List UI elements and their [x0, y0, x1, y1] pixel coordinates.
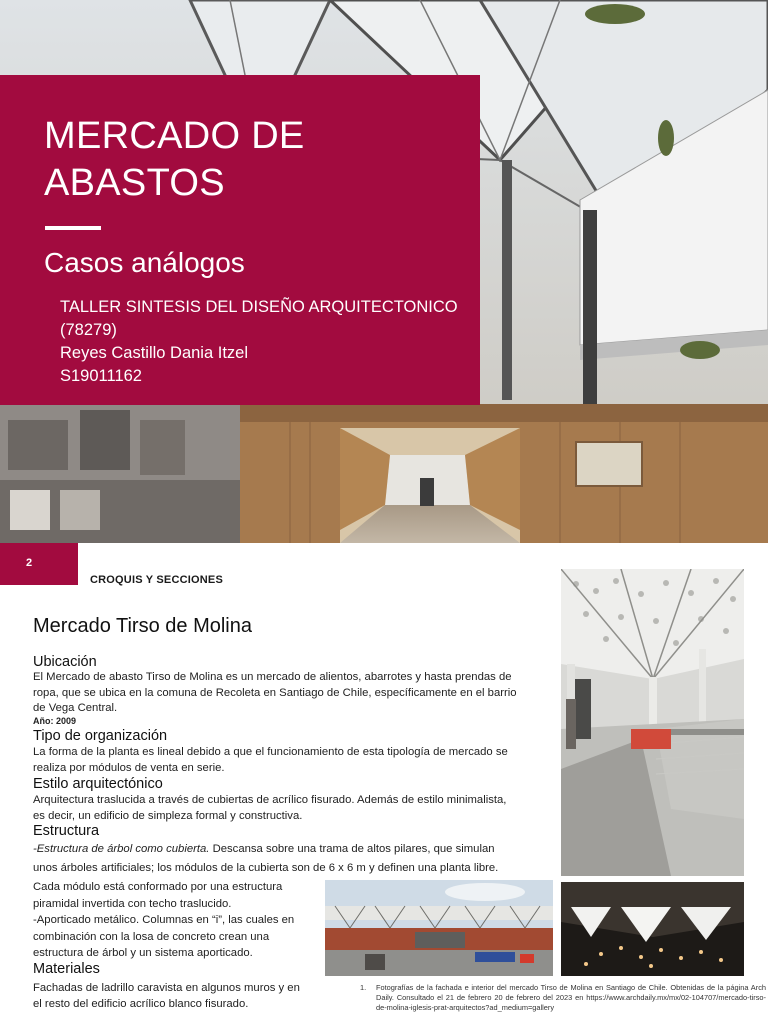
content-slide [0, 543, 768, 1024]
estructura-line-2: unos árboles artificiales; los módulos de la cubierta son de 6 x 6 m y definen una planta libre. [33, 862, 499, 874]
ubicacion-line-2: ropa, que se ubica en la comuna de Recoleta en Santiago de Chile, específicamente en el barrio [33, 686, 517, 699]
estructura-italic-phrase: -Estructura de árbol como cubierta. [33, 843, 210, 855]
case-title: Mercado Tirso de Molina [33, 615, 252, 637]
student-id: S19011162 [60, 367, 142, 385]
estructura-narrow-line-3: -Aporticado metálico. Columnas en “i”, las cuales en [33, 914, 295, 926]
footnote-number: 1. [360, 983, 367, 992]
materiales-text [33, 981, 300, 1012]
footnote-text: Fotografías de la fachada e interior del mercado Tirso de Molina en Santiago de Chile. Obtenidas de la página Arch Daily. Consultado el 21 de febrero 20 de febrero del 2023 en https://www.archdaily.mx/mx/02-104707/mercado-tirso-de-molina-iglesis-prat-arquitectos?ad_medium=gallery [376, 983, 766, 1012]
interior-canopy-photo [561, 569, 744, 876]
estructura-narrow-line-2: piramidal invertida con techo traslucido. [33, 897, 232, 910]
estructura-narrow-line-1: Cada módulo está conformado por una estructura [33, 881, 283, 893]
materiales-line-2: el resto del edificio acrílico blanco fisurado. [33, 997, 249, 1010]
market-facade-photo [325, 880, 553, 976]
page-number-badge: 2 [0, 543, 78, 585]
estructura-text-wide [33, 840, 498, 878]
estructura-line-1 [33, 840, 498, 859]
estructura-narrow-line-4: combinación con la losa de concreto crean una [33, 930, 270, 943]
ubicacion-line-3: de Vega Central. [33, 702, 118, 714]
heading-organizacion: Tipo de organización [33, 728, 168, 744]
course-code: (78279) [60, 321, 117, 339]
student-name: Reyes Castillo Dania Itzel [60, 344, 248, 362]
estructura-text-narrow [33, 879, 316, 962]
canopy-night-photo [561, 882, 744, 976]
title-line-2: ABASTOS [44, 162, 225, 204]
title-panel [0, 75, 480, 405]
estilo-line-2: es decir, un edificio de simpleza formal y constructiva. [33, 809, 303, 822]
heading-estilo: Estilo arquitectónico [33, 776, 163, 792]
estructura-narrow-line-5: estructura de árbol y un sistema aporticado. [33, 947, 253, 959]
heading-estructura: Estructura [33, 823, 100, 839]
organizacion-line-1: La forma de la planta es lineal debido a que el funcionamiento de esta tipología de mercado se [33, 746, 508, 758]
ubicacion-line-1: El Mercado de abasto Tirso de Molina es un mercado de alientos, abarrotes y hasta prendas de [33, 671, 512, 683]
title-divider [45, 226, 101, 230]
figure-footnote [360, 983, 766, 1013]
title-line-1: MERCADO DE [44, 115, 305, 157]
estilo-text [33, 793, 506, 824]
course-name: TALLER SINTESIS DEL DISEÑO ARQUITECTONICO [60, 298, 458, 316]
subtitle: Casos análogos [44, 247, 245, 278]
materiales-line-1: Fachadas de ladrillo caravista en algunos muros y en [33, 982, 300, 994]
organizacion-text [33, 745, 508, 776]
estructura-line-1-rest: Descansa sobre una trama de altos pilares, que simulan [209, 843, 495, 855]
year-label: Año: 2009 [33, 716, 77, 726]
heading-materiales: Materiales [33, 961, 100, 977]
main-title [44, 113, 464, 207]
ubicacion-text [33, 670, 517, 717]
author-info [60, 296, 458, 388]
estilo-line-1: Arquitectura traslucida a través de cubiertas de acrílico fisurado. Además de estilo minimalista, [33, 794, 507, 806]
section-label: CROQUIS Y SECCIONES [90, 574, 223, 586]
organizacion-line-2: realiza por módulos de venta en serie. [33, 761, 225, 774]
heading-ubicacion: Ubicación [33, 654, 97, 670]
